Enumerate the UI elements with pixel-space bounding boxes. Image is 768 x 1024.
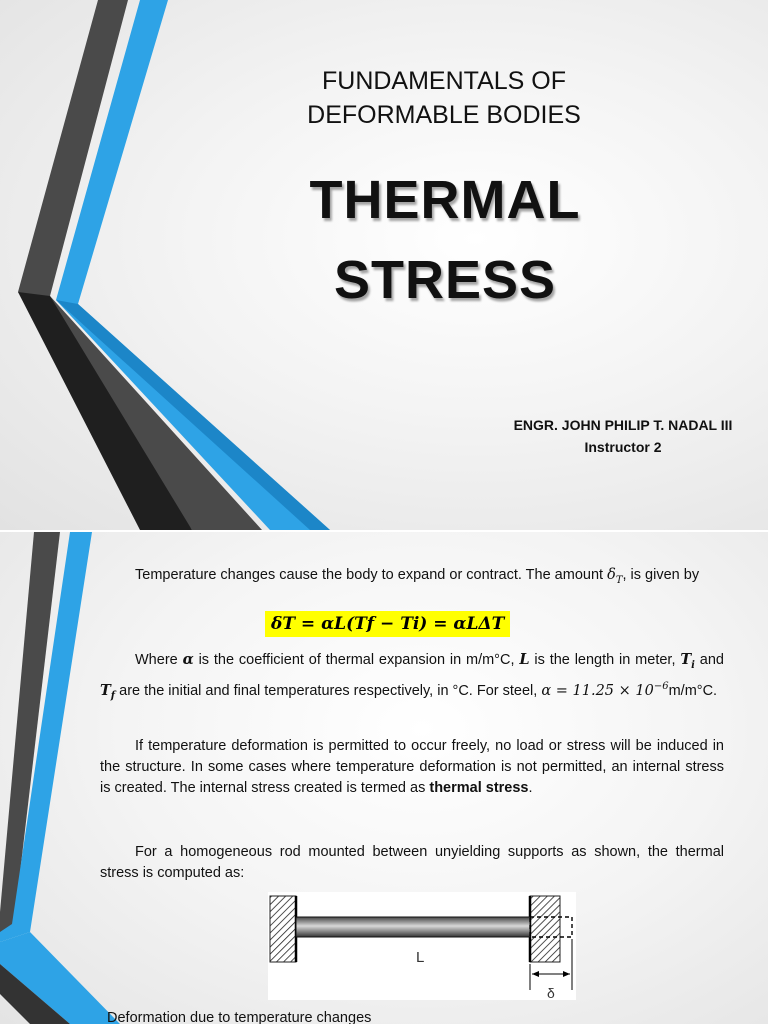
figure-caption: Deformation due to temperature changes bbox=[107, 1010, 372, 1024]
author-role: Instructor 2 bbox=[584, 439, 662, 455]
paragraph-definitions: Where α is the coefficient of thermal expansion in m/m°C, L is the length in meter, $T_i$ and $T_f$ are the initial and final temperatures respectively, in °C. For steel, $\alpha = 11.25 \times 10^{-6}m/m^\circ C$. bbox=[100, 651, 724, 702]
rod-figure bbox=[268, 892, 576, 1000]
content-slide bbox=[0, 532, 768, 1024]
paragraph-thermal-stress: If temperature deformation is permitted to occur freely, no load or stress will be induced in the structure. In some cases where temperature deformation is not permitted, an internal stress is created. The internal stress created is termed as thermal stress. bbox=[100, 738, 724, 796]
author-name: ENGR. JOHN PHILIP T. NADAL III bbox=[513, 417, 733, 433]
paragraph-intro: Temperature changes cause the body to expand or contract. The amount $\delta_T$, is given by bbox=[135, 567, 700, 586]
title-line-2: STRESS bbox=[333, 250, 557, 310]
subtitle-line-2: DEFORMABLE BODIES bbox=[307, 101, 581, 129]
thermal-stress-term: thermal stress bbox=[429, 780, 529, 796]
right-support bbox=[530, 896, 560, 962]
title-line-1: THERMAL bbox=[309, 170, 581, 230]
rod bbox=[296, 917, 530, 937]
subtitle bbox=[230, 64, 658, 132]
paragraph-rod: For a homogeneous rod mounted between unyielding supports as shown, the thermal stress is computed as: bbox=[100, 844, 724, 881]
page-title bbox=[210, 160, 680, 320]
left-support bbox=[270, 896, 296, 962]
thermal-deformation-formula: δT = αL(Tf − Ti) = αLΔT bbox=[265, 611, 510, 637]
delta-label: δ bbox=[547, 985, 555, 1000]
rod-diagram bbox=[268, 892, 576, 1000]
subtitle-line-1: FUNDAMENTALS OF bbox=[322, 67, 566, 95]
length-label: L bbox=[416, 949, 425, 966]
